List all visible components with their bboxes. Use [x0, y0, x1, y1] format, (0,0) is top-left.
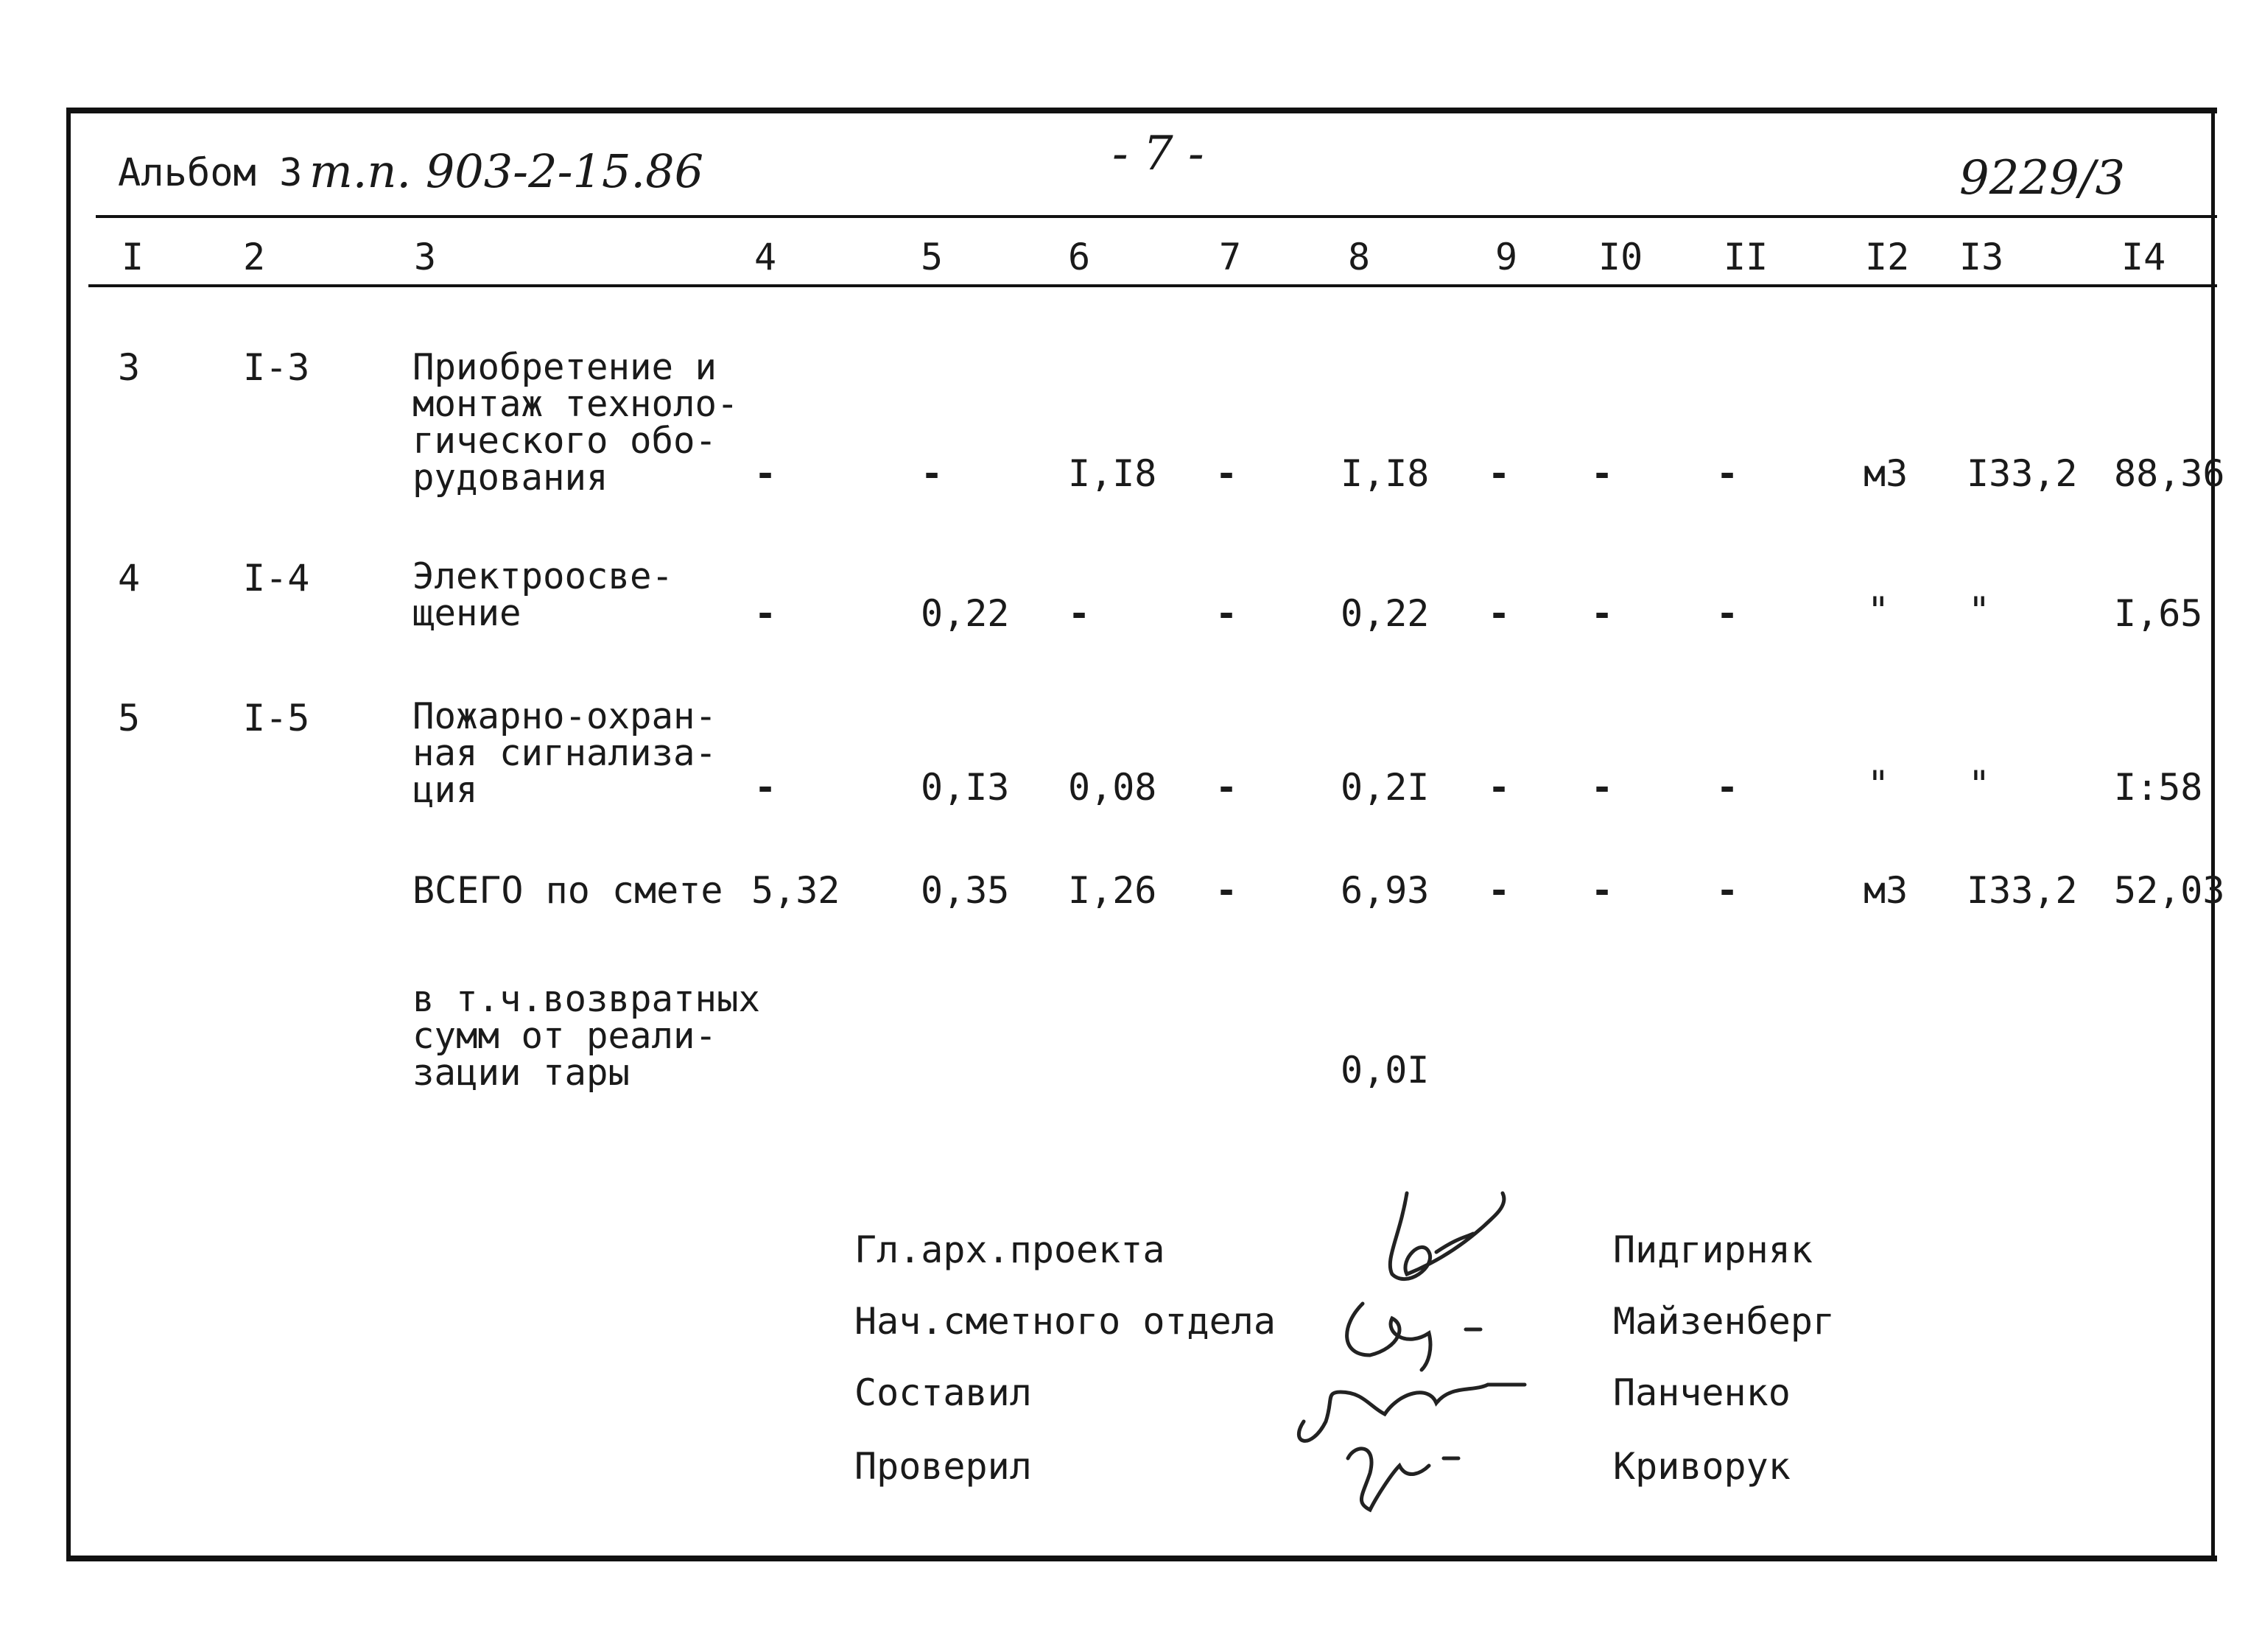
column-number: I2 [1865, 236, 1910, 278]
signature-role: Нач.сметного отдела [854, 1300, 1276, 1343]
cell-col12: " [1867, 763, 1890, 806]
column-number: II [1724, 236, 1768, 278]
cell-col14: 88,36 [2114, 452, 2225, 495]
frame-left-border [66, 108, 71, 1561]
row-description: Приобретение и монтаж техноло- гического обо- рудования [412, 346, 739, 499]
row-code: I-3 [243, 346, 310, 389]
total-col13: I33,2 [1967, 869, 2078, 912]
column-number: 6 [1068, 236, 1091, 278]
header-rule-top [96, 215, 2217, 218]
cell-col4: - [754, 452, 777, 495]
album-label: Альбом 3 [118, 151, 303, 195]
cell-col5: 0,I3 [921, 766, 1010, 809]
cell-col8: 0,22 [1341, 592, 1430, 635]
total-col10: - [1591, 869, 1614, 912]
cell-col6: I,I8 [1068, 452, 1157, 495]
signature-name: Панченко [1613, 1371, 1791, 1414]
column-number: I [122, 236, 144, 278]
cell-col5: 0,22 [921, 592, 1010, 635]
cell-col9: - [1488, 452, 1511, 495]
column-number: 8 [1348, 236, 1371, 278]
cell-col11: - [1716, 592, 1739, 635]
total-col4: 5,32 [751, 869, 840, 912]
total-col7: - [1215, 869, 1238, 912]
cell-col10: - [1591, 452, 1614, 495]
cell-col10: - [1591, 592, 1614, 635]
cell-col7: - [1215, 766, 1238, 809]
signature-name: Майзенберг [1613, 1300, 1836, 1343]
total-label: ВСЕГО по смете [412, 869, 723, 912]
signature-role: Составил [854, 1371, 1032, 1414]
total-col8: 6,93 [1341, 869, 1430, 912]
cell-col14: I:58 [2114, 766, 2203, 809]
cell-col14: I,65 [2114, 592, 2203, 635]
total-col11: - [1716, 869, 1739, 912]
cell-col12: " [1867, 589, 1890, 632]
cell-col10: - [1591, 766, 1614, 809]
frame-top-border [66, 108, 2217, 113]
row-description: Электроосве- щение [412, 555, 674, 634]
cell-col6: - [1068, 592, 1091, 635]
header-rule-bottom [88, 284, 2217, 287]
frame-right-border [2211, 108, 2215, 1561]
total-col6: I,26 [1068, 869, 1157, 912]
returnable-label: в т.ч.возвратных сумм от реали- зации тары [412, 978, 761, 1094]
cell-col13: " [1968, 589, 1991, 632]
returnable-col8: 0,0I [1341, 1049, 1430, 1092]
frame-bottom-border [66, 1556, 2217, 1561]
total-col12: м3 [1864, 869, 1908, 912]
row-number: 4 [118, 557, 141, 600]
cell-col11: - [1716, 766, 1739, 809]
signature-name: Пидгирняк [1613, 1229, 1813, 1271]
page-marker: - 7 - [1112, 127, 1204, 181]
cell-col5: - [921, 452, 944, 495]
cell-col12: м3 [1864, 452, 1908, 495]
cell-col4: - [754, 592, 777, 635]
column-number: 3 [414, 236, 437, 278]
cell-col13: " [1968, 763, 1991, 806]
cell-col13: I33,2 [1967, 452, 2078, 495]
cell-col4: - [754, 766, 777, 809]
row-code: I-5 [243, 697, 310, 739]
cell-col8: I,I8 [1341, 452, 1430, 495]
row-code: I-4 [243, 557, 310, 600]
cell-col7: - [1215, 592, 1238, 635]
row-number: 5 [118, 697, 141, 739]
row-description: Пожарно-охран- ная сигнализа- ция [412, 695, 717, 811]
signature-role: Проверил [854, 1445, 1032, 1488]
column-number: I3 [1959, 236, 2004, 278]
cell-col8: 0,2I [1341, 766, 1430, 809]
column-number: 4 [754, 236, 777, 278]
column-number: I4 [2121, 236, 2166, 278]
total-col9: - [1488, 869, 1511, 912]
column-number: 7 [1219, 236, 1242, 278]
column-number: 9 [1495, 236, 1518, 278]
column-number: 2 [243, 236, 266, 278]
document-number: 9229/3 [1959, 151, 2126, 205]
cell-col9: - [1488, 766, 1511, 809]
signature-name: Криворук [1613, 1445, 1791, 1488]
signature-role: Гл.арх.проекта [854, 1229, 1165, 1271]
total-col14: 52,03 [2114, 869, 2225, 912]
cell-col6: 0,08 [1068, 766, 1157, 809]
handwritten-signatures [1282, 1149, 1576, 1517]
cell-col11: - [1716, 452, 1739, 495]
total-col5: 0,35 [921, 869, 1010, 912]
cell-col7: - [1215, 452, 1238, 495]
column-number: I0 [1598, 236, 1643, 278]
project-code: т.п. 903-2-15.86 [309, 144, 704, 198]
column-number: 5 [921, 236, 944, 278]
row-number: 3 [118, 346, 141, 389]
cell-col9: - [1488, 592, 1511, 635]
